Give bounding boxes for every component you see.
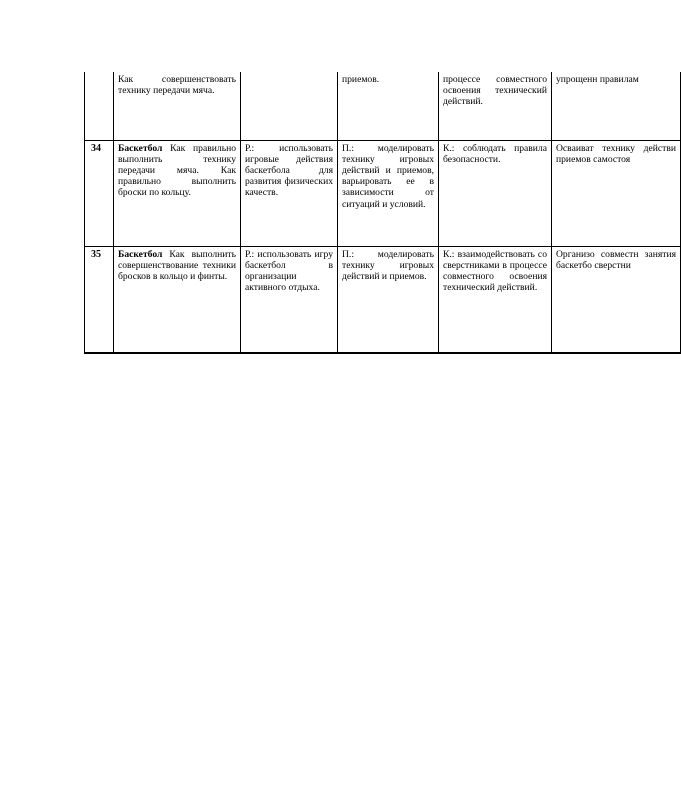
regulative-cell — [241, 72, 338, 140]
table-row — [85, 246, 681, 353]
lesson-number-cell: 34 — [85, 140, 114, 246]
lesson-topic-title: Баскетбол — [118, 248, 170, 260]
table-row — [85, 140, 681, 246]
personal-cell: упрощенн правилам — [552, 72, 681, 140]
lesson-question-text: Как совершенствовать технику передачи мяча. — [118, 74, 236, 97]
personal-cell: Организо совместн занятия баскетбо сверстни — [552, 246, 681, 353]
cognitive-cell: П.: моделировать технику игровых действий и приемов, варьировать ее в зависимости от ситуаций и условий. — [338, 140, 439, 246]
cognitive-cell: П.: моделировать технику игровых действий и приемов. — [338, 246, 439, 353]
communicative-cell: процессе совместного освоения технический действий. — [439, 72, 552, 140]
cognitive-cell: приемов. — [338, 72, 439, 140]
communicative-cell: К.: соблюдать правила безопасности. — [439, 140, 552, 246]
lesson-topic-cell — [114, 72, 241, 140]
personal-cell: Осваиват технику действи приемов самостоя — [552, 140, 681, 246]
regulative-cell: Р.: использовать игру баскетбол в организации активного отдыха. — [241, 246, 338, 353]
lesson-plan-table — [84, 72, 681, 354]
communicative-cell: К.: взаимодействовать со сверстниками в процессе совместного освоения технический действий. — [439, 246, 552, 353]
lesson-question-text: Как выполнить совершенствование техники бросков в кольцо и финты. — [118, 248, 236, 282]
table-row — [85, 72, 681, 140]
lesson-number-cell: 35 — [85, 246, 114, 353]
lesson-number-cell — [85, 72, 114, 140]
lesson-topic-cell — [114, 246, 241, 353]
regulative-cell: Р.: использовать игровые действия баскетбола для развития физических качеств. — [241, 140, 338, 246]
lesson-topic-cell — [114, 140, 241, 246]
lesson-question-text: Как правильно выполнить технику передачи мяча. Как правильно выполнить броски по кольцу. — [118, 142, 236, 199]
lesson-topic-title: Баскетбол — [118, 142, 171, 154]
